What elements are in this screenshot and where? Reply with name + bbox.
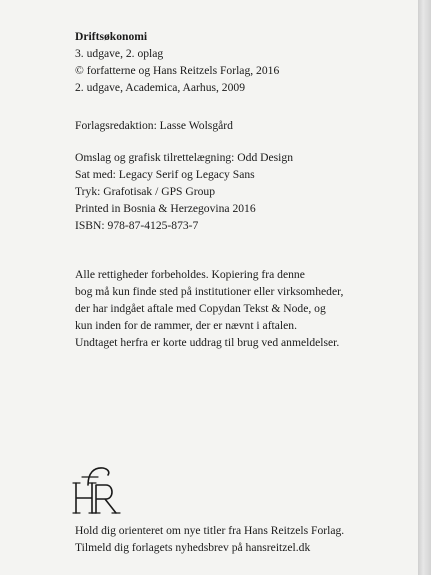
rights-line-3: der har indgået aftale med Copydan Tekst & Node, og: [75, 302, 326, 315]
previous-edition-line: 2. udgave, Academica, Aarhus, 2009: [75, 81, 245, 94]
footer-line-2: Tilmeld dig forlagets nyhedsbrev på hansreitzel.dk: [75, 541, 311, 554]
copyright-line: © forfatterne og Hans Reitzels Forlag, 2016: [75, 64, 280, 77]
cover-design-line: Omslag og grafisk tilrettelægning: Odd Design: [75, 151, 293, 164]
rights-line-4: kun inden for de rammer, der er nævnt i aftalen.: [75, 319, 297, 332]
book-title: Driftsøkonomi: [75, 30, 148, 43]
publisher-logo-icon: [70, 463, 128, 517]
editor-line: Forlagsredaktion: Lasse Wolsgård: [75, 119, 233, 132]
footer-line-1: Hold dig orienteret om nye titler fra Hans Reitzels Forlag.: [75, 524, 345, 537]
print-line: Tryk: Grafotisak / GPS Group: [75, 185, 215, 198]
rights-line-2: bog må kun finde sted på institutioner eller virksomheder,: [75, 285, 344, 298]
typeset-line: Sat med: Legacy Serif og Legacy Sans: [75, 168, 255, 181]
edition-line: 3. udgave, 2. oplag: [75, 47, 164, 60]
printed-in-line: Printed in Bosnia & Herzegovina 2016: [75, 202, 256, 215]
isbn-line: ISBN: 978-87-4125-873-7: [75, 219, 199, 232]
rights-line-5: Undtaget herfra er korte uddrag til brug ved anmeldelser.: [75, 336, 340, 349]
adjacent-page-edge: [418, 0, 431, 575]
rights-line-1: Alle rettigheder forbeholdes. Kopiering fra denne: [75, 268, 305, 281]
